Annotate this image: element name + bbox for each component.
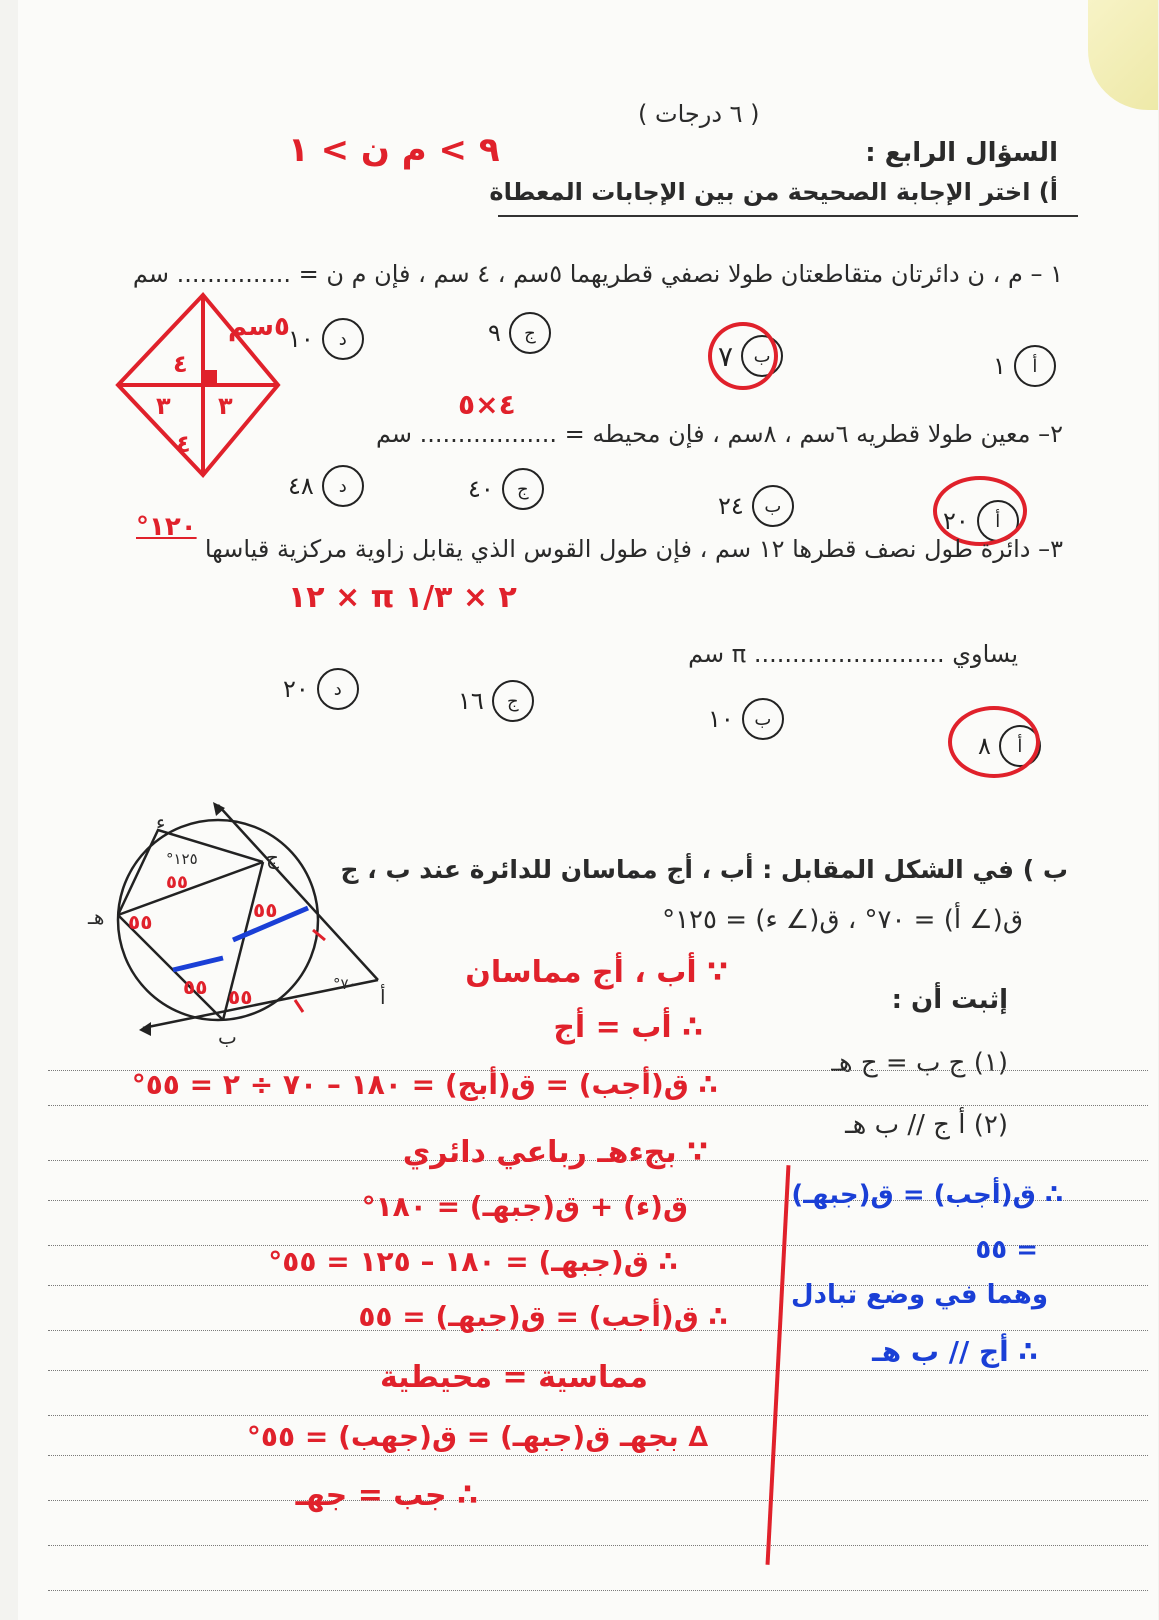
ruled-line [48,1105,1148,1106]
figure-angle-label: ٧٠° [333,975,357,993]
rhombus-label: ٤ [176,430,191,458]
choice-value: ٢٠ [283,675,309,703]
solution-line: ∵ أب ، أج مماسان [465,955,728,990]
q2-choice-d[interactable] [288,465,364,507]
choice-letter: ب [741,335,783,377]
choice-value: ٢٤ [718,492,744,520]
top-note: ٩ > م ن > ١ [288,130,500,170]
partb-line1: ب ) في الشكل المقابل : أب ، أج مماسان للدائرة عند ب ، ج [340,855,1068,884]
figure-red-label: ٥٥ [183,975,208,999]
q2-choice-c[interactable] [468,468,544,510]
ruled-line [48,1455,1148,1456]
solution-line: مماسية = محيطية [379,1360,648,1395]
ruled-line [48,1415,1148,1416]
figure-label: أ [380,985,386,1009]
paper-corner [1088,0,1158,110]
rhombus-label: ٣ [156,392,171,420]
solution-line: ∵ بجءهـ رباعي دائري [402,1135,708,1170]
choice-letter: أ [1014,345,1056,387]
q3-angle: ١٢٠° [136,512,197,542]
figure-label: ء [156,810,166,834]
choice-letter: أ [999,725,1041,767]
q1-choice-d[interactable] [288,318,364,360]
choice-letter: ج [509,312,551,354]
solution-line: ∴ ق(أجب) = ق(جبهـ) = ٥٥ [358,1300,728,1333]
choice-value: ٩ [488,319,501,347]
blue-solution-line: ∴ ق(أجب) = ق(جبهـ) [791,1180,1063,1210]
choice-letter: ب [752,485,794,527]
ruled-line [48,1545,1148,1546]
solution-line: ∆ بجهـ ق(جبهـ) = ق(جهب) = ٥٥° [246,1420,708,1453]
q1-text: ١ – م ، ن دائرتان متقاطعتان طولا نصفي قطريهما ٥سم ، ٤ سم ، فإن م ن = ............... سم [132,260,1063,288]
choice-value: ٤٨ [288,472,314,500]
choice-value: ١٠ [708,705,734,733]
blue-solution-line: وهما في وضع تبادل [791,1280,1048,1310]
ruled-line [48,1500,1148,1501]
solution-line: ∴ ق(جبهـ) = ١٨٠ – ١٢٥ = ٥٥° [268,1245,678,1278]
choice-value: ٧ [718,339,734,373]
choice-value: ١٠ [288,325,314,353]
figure-red-label: ٥٥ [253,898,278,922]
solution-divider [766,1165,791,1565]
q1-choice-c[interactable] [488,312,551,354]
choice-letter: د [322,465,364,507]
q3-choice-d[interactable] [283,668,359,710]
figure-label: ج [266,845,279,869]
choice-value: ٤٠ [468,475,494,503]
blue-solution-line: = ٥٥ [975,1235,1038,1265]
figure-label: ب [218,1025,237,1049]
solution-line: ∴ ق(أجب) = ق(أبج) = ١٨٠ – ٧٠ ÷ ٢ = ٥٥° [131,1068,718,1101]
q2-choice-b[interactable] [718,485,794,527]
rhombus-label: ٣ [218,392,233,420]
solution-line: ∴ جب = جهـ [295,1478,478,1513]
partb-p2: (٢) أ ج // ب هـ [845,1110,1008,1140]
solution-line: ق(ء) + ق(جبهـ) = ١٨٠° [361,1190,688,1223]
choice-letter: د [322,318,364,360]
rhombus-label: ٤ [173,350,188,378]
choice-letter: أ [977,500,1019,542]
partb-p1: (١) ج ب = ج هـ [831,1048,1008,1078]
marks-label: ( ٦ درجات ) [638,100,760,128]
partb-line2: ق(∠ أ) = ٧٠° ، ق(∠ ء) = ١٢٥° [662,905,1023,935]
choice-letter: ب [742,698,784,740]
q1-choice-a[interactable] [993,345,1056,387]
q1-answer-circle [708,322,778,390]
q2-annotation: ٤×٥ [458,388,516,421]
q3-text2: يساوي ......................... π سم [688,640,1018,668]
rhombus-side-label: ٥سم [228,312,290,342]
choice-value: ١ [993,352,1006,380]
q3-choice-c[interactable] [458,680,534,722]
q2-text: ٢– معين طولا قطريه ٦سم ، ٨سم ، فإن محيطه = .................. سم [375,420,1063,448]
choice-letter: ج [502,468,544,510]
question-title: السؤال الرابع : [865,138,1058,168]
instruction-underline [498,215,1078,217]
figure-angle-label: ١٢٥° [166,850,198,868]
choice-value: ١٦ [458,687,484,715]
instruction: أ) اختر الإجابة الصحيحة من بين الإجابات المعطاة [489,178,1058,206]
partb-prove: إثبت أن : [891,985,1008,1015]
ruled-line [48,1590,1148,1591]
choice-letter: د [317,668,359,710]
blue-solution-line: ∴ أج // ب هـ [872,1335,1038,1368]
figure-red-label: ٥٥ [128,910,153,934]
exam-paper [18,0,1158,1620]
figure-label: هـ [88,905,105,929]
choice-value: ٨ [978,732,991,760]
choice-letter: ج [492,680,534,722]
choice-value: ٢٠ [943,507,969,535]
q3-answer-circle [948,706,1040,778]
solution-line: ∴ أب = أج [553,1010,703,1045]
figure-red-label: ٥٥ [228,985,253,1009]
q3-text: ٣– دائرة طول نصف قطرها ١٢ سم ، فإن طول القوس الذي يقابل زاوية مركزية قياسها [204,535,1063,563]
figure-red-label: ٥٥ [166,872,188,893]
q3-choice-b[interactable] [708,698,784,740]
q3-work: ١٢ × π ٢ × ١/٣ [288,580,517,615]
